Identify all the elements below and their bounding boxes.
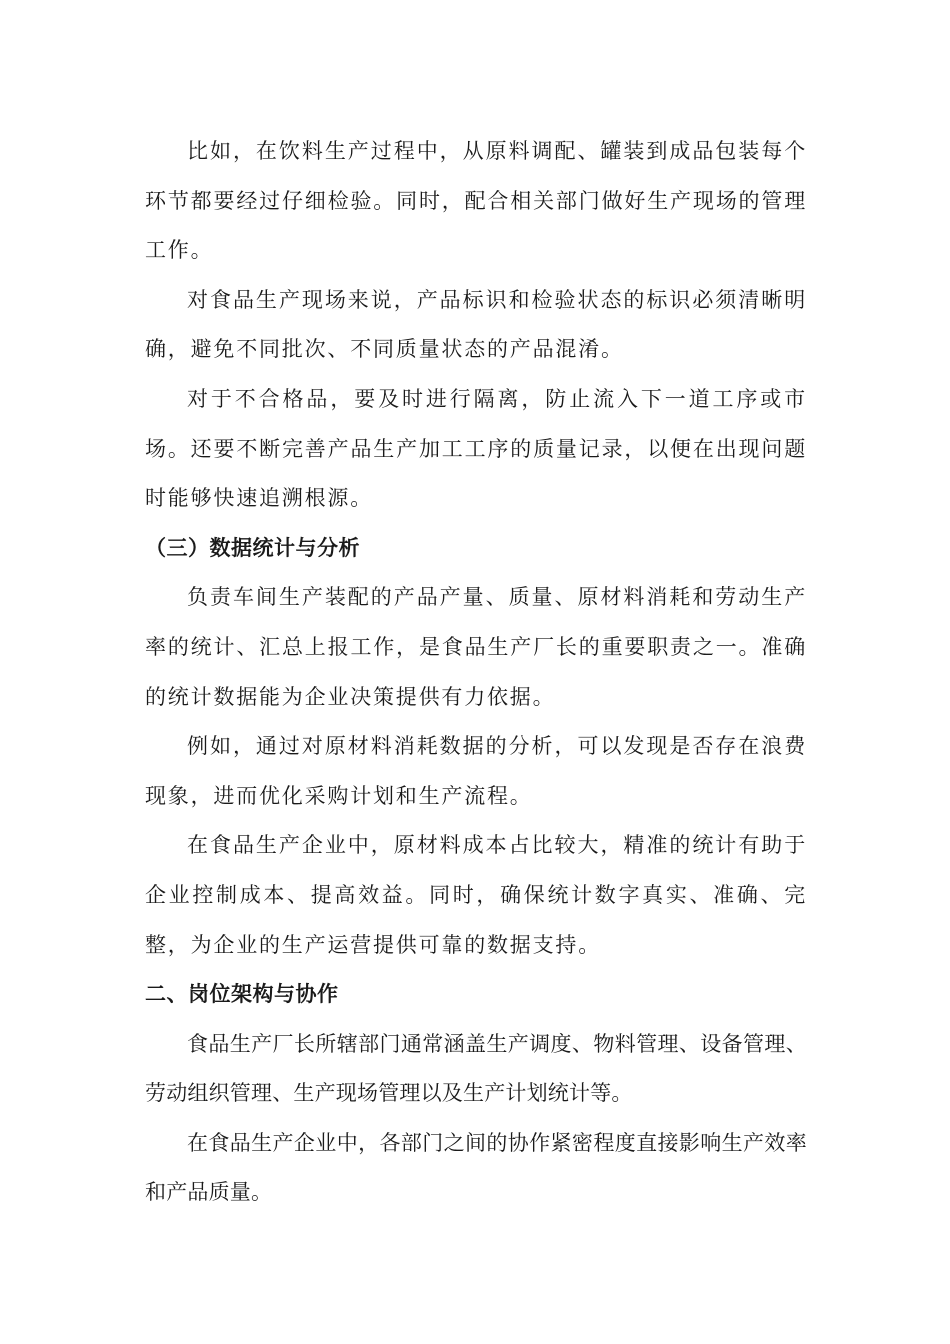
- paragraph-statistics-duty: 负责车间生产装配的产品产量、质量、原材料消耗和劳动生产率的统计、汇总上报工作，是食品生产厂长的重要职责之一。准确的统计数据能为企业决策提供有力依据。: [145, 585, 807, 709]
- paragraph-nonconforming-products: 对于不合格品，要及时进行隔离，防止流入下一道工序或市场。还要不断完善产品生产加工工序的质量记录，以便在出现问题时能够快速追溯根源。: [145, 386, 807, 511]
- paragraph-product-identification: 对食品生产现场来说，产品标识和检验状态的标识必须清晰明确，避免不同批次、不同质量状态的产品混淆。: [145, 287, 807, 362]
- paragraph-material-analysis: 例如，通过对原材料消耗数据的分析，可以发现是否存在浪费现象，进而优化采购计划和生产流程。: [145, 734, 807, 808]
- paragraph-cooperation: 在食品生产企业中，各部门之间的协作紧密程度直接影响生产效率和产品质量。: [145, 1130, 807, 1205]
- document-page: [145, 127, 807, 1218]
- paragraph-beverage-inspection: 比如，在饮料生产过程中，从原料调配、罐装到成品包装每个环节都要经过仔细检验。同时，配合相关部门做好生产现场的管理工作。: [145, 139, 807, 263]
- section-heading-data-statistics: （三）数据统计与分析: [145, 535, 360, 560]
- paragraph-cost-control: 在食品生产企业中，原材料成本占比较大，精准的统计有助于企业控制成本、提高效益。同时，确保统计数字真实、准确、完整，为企业的生产运营提供可靠的数据支持。: [145, 833, 807, 957]
- section-heading-post-structure: 二、岗位架构与协作: [145, 982, 339, 1007]
- paragraph-departments: 食品生产厂长所辖部门通常涵盖生产调度、物料管理、设备管理、劳动组织管理、生产现场管理以及生产计划统计等。: [145, 1031, 807, 1106]
